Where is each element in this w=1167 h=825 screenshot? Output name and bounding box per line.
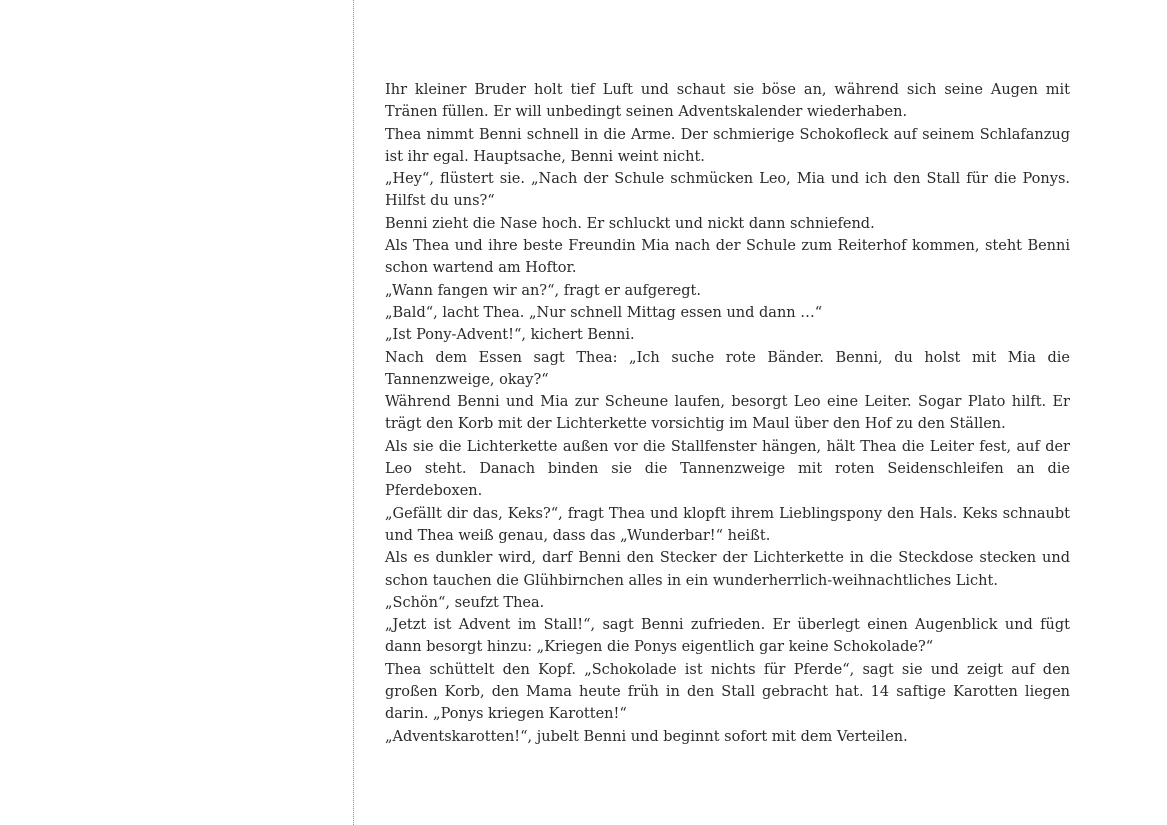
paragraph: Thea schüttelt den Kopf. „Schokolade ist nichts für Pferde“, sagt sie und zeigt auf den großen Korb, den Mama heute früh in den Stall gebracht hat. 14 saftige Karotten liegen darin. „Ponys kriegen Karotten!“ xyxy=(385,661,1070,723)
paragraph: Benni zieht die Nase hoch. Er schluckt und nickt dann schniefend. xyxy=(385,215,875,232)
paragraph: „Wann fangen wir an?“, fragt er aufgeregt. xyxy=(385,282,701,299)
paragraph: Ihr kleiner Bruder holt tief Luft und schaut sie böse an, während sich seine Augen mit Tränen füllen. Er will unbedingt seinen Adventskalender wiederhaben. xyxy=(385,82,1070,121)
paragraph: Als sie die Lichterkette außen vor die Stallfenster hängen, hält Thea die Leiter fest, auf der Leo steht. Danach binden sie die Tannenzweige mit roten Seidenschleifen an die Pferdeboxen. xyxy=(385,438,1070,500)
story-text xyxy=(385,79,1070,748)
paragraph: „Gefällt dir das, Keks?“, fragt Thea und klopft ihrem Lieblingspony den Hals. Keks schnaubt und Thea weiß genau, dass das „Wunderbar!“ heißt. xyxy=(385,505,1070,544)
paragraph: Während Benni und Mia zur Scheune laufen, besorgt Leo eine Leiter. Sogar Plato hilft. Er trägt den Korb mit der Lichterkette vorsichtig im Maul über den Hof zu den Ställen. xyxy=(385,394,1070,433)
paragraph: „Bald“, lacht Thea. „Nur schnell Mittag essen und dann …“ xyxy=(385,304,823,321)
paragraph: „Ist Pony-Advent!“, kichert Benni. xyxy=(385,327,635,344)
paragraph: Als es dunkler wird, darf Benni den Stecker der Lichterkette in die Steckdose stecken und schon tauchen die Glühbirnchen alles in ein wunderherrlich-weihnachtliches Licht. xyxy=(385,550,1070,589)
paragraph: „Adventskarotten!“, jubelt Benni und beginnt sofort mit dem Verteilen. xyxy=(385,728,908,745)
paragraph: „Schön“, seufzt Thea. xyxy=(385,594,545,611)
paragraph: Nach dem Essen sagt Thea: „Ich suche rote Bänder. Benni, du holst mit Mia die Tannenzweige, okay?“ xyxy=(385,349,1070,388)
page-fold-divider xyxy=(353,0,354,825)
paragraph: „Jetzt ist Advent im Stall!“, sagt Benni zufrieden. Er überlegt einen Augenblick und fügt dann besorgt hinzu: „Kriegen die Ponys eigentlich gar keine Schokolade?“ xyxy=(385,617,1070,656)
paragraph: „Hey“, flüstert sie. „Nach der Schule schmücken Leo, Mia und ich den Stall für die Ponys. Hilfst du uns?“ xyxy=(385,171,1070,210)
paragraph: Thea nimmt Benni schnell in die Arme. Der schmierige Schokofleck auf seinem Schlafanzug ist ihr egal. Hauptsache, Benni weint nicht. xyxy=(385,126,1070,165)
paragraph: Als Thea und ihre beste Freundin Mia nach der Schule zum Reiterhof kommen, steht Benni schon wartend am Hoftor. xyxy=(385,238,1070,277)
